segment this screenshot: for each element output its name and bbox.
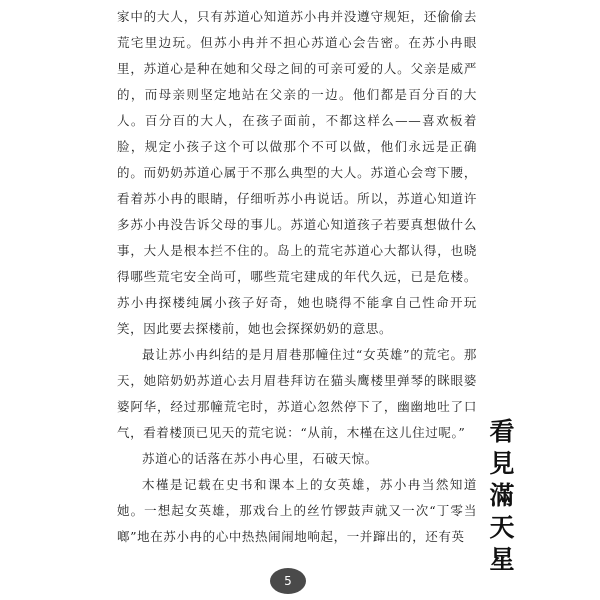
paragraph: 最让苏小冉纠结的是月眉巷那幢住过“女英雄”的荒宅。那天，她陪奶奶苏道心去月眉巷拜访在猫头鹰楼里弹琴的眯眼婆婆阿华，经过那幢荒宅时，苏道心忽然停下了，幽幽地吐了口气，看着楼顶已见天的荒宅说：“从前，木槿在这儿住过呢。” xyxy=(117,347,477,440)
book-title-vertical xyxy=(487,416,517,576)
title-char: 看 xyxy=(489,417,515,446)
page-number: 5 xyxy=(284,574,292,588)
body-text xyxy=(117,4,477,550)
paragraph: 家中的大人，只有苏道心知道苏小冉并没遵守规矩，还偷偷去荒宅里边玩。但苏小冉并不担心苏道心会告密。在苏小冉眼里，苏道心是种在她和父母之间的可亲可爱的人。父亲是威严的，而母亲则坚定地站在父亲的一边。他们都是百分百的大人。百分百的大人，在孩子面前，不都这样么——喜欢板着脸，规定小孩子这个可以做那个不可以做，他们永远是正确的。而奶奶苏道心属于不那么典型的大人。苏道心会弯下腰，看着苏小冉的眼睛，仔细听苏小冉说话。所以，苏道心知道许多苏小冉没告诉父母的事儿。苏道心知道孩子若要真想做什么事，大人是根本拦不住的。岛上的荒宅苏道心大都认得，也晓得哪些荒宅安全尚可，哪些荒宅建成的年代久远，已是危楼。苏小冉探楼纯属小孩子好奇，她也晓得不能拿自己性命开玩笑，因此要去探楼前，她也会探探奶奶的意思。 xyxy=(117,9,477,336)
title-char: 見 xyxy=(489,449,515,478)
paragraph: 苏道心的话落在苏小冉心里，石破天惊。 xyxy=(142,451,378,466)
title-char: 天 xyxy=(489,513,515,542)
page-number-badge xyxy=(270,568,306,594)
paragraph: 木槿是记载在史书和课本上的女英雄，苏小冉当然知道她。一想起女英雄，那戏台上的丝竹锣鼓声就又一次“丁零当啷”地在苏小冉的心中热热闹闹地响起，一并蹿出的，还有英 xyxy=(117,477,477,544)
title-char: 滿 xyxy=(489,481,515,510)
title-char: 星 xyxy=(489,545,515,574)
